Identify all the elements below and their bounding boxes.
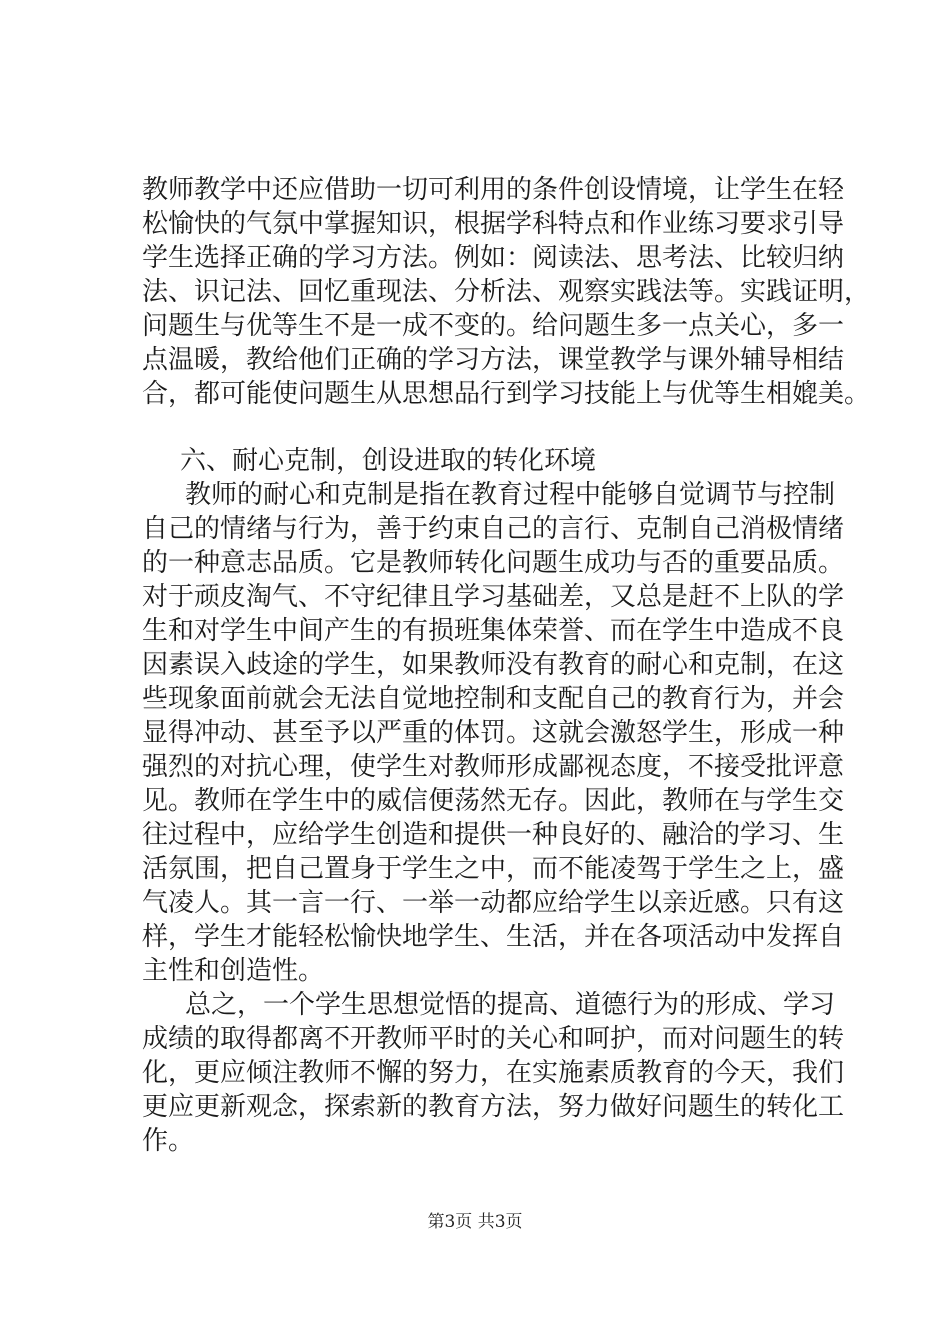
paragraph-line: 教师的耐心和克制是指在教育过程中能够自觉调节与控制 <box>185 480 836 510</box>
section-heading: 六、耐心克制，创设进取的转化环境 <box>180 446 597 476</box>
paragraph-line: 主性和创造性。 <box>142 956 325 986</box>
paragraph-line: 些现象面前就会无法自觉地控制和支配自己的教育行为，并会 <box>142 684 845 714</box>
paragraph-line: 松愉快的气氛中掌握知识，根据学科特点和作业练习要求引导 <box>142 209 845 239</box>
paragraph-line: 往过程中，应给学生创造和提供一种良好的、融洽的学习、生 <box>142 820 845 850</box>
paragraph-line: 总之，一个学生思想觉悟的提高、道德行为的形成、学习 <box>185 990 836 1020</box>
paragraph-line: 问题生与优等生不是一成不变的。给问题生多一点关心，多一 <box>142 311 845 341</box>
paragraph-line: 生和对学生中间产生的有损班集体荣誉、而在学生中造成不良 <box>142 616 845 646</box>
paragraph-line: 样，学生才能轻松愉快地学生、生活，并在各项活动中发挥自 <box>142 922 845 952</box>
paragraph-line: 化，更应倾注教师不懈的努力，在实施素质教育的今天，我们 <box>142 1058 845 1088</box>
paragraph-line: 更应更新观念，探索新的教育方法，努力做好问题生的转化工 <box>142 1092 845 1122</box>
page-footer: 第3页 共3页 <box>427 1212 523 1232</box>
paragraph-line: 见。教师在学生中的威信便荡然无存。因此，教师在与学生交 <box>142 786 845 816</box>
paragraph-line: 显得冲动、甚至予以严重的体罚。这就会激怒学生，形成一种 <box>142 718 845 748</box>
paragraph-line: 成绩的取得都离不开教师平时的关心和呵护，而对问题生的转 <box>142 1024 845 1054</box>
paragraph-line: 的一种意志品质。它是教师转化问题生成功与否的重要品质。 <box>142 548 845 578</box>
paragraph-line: 教师教学中还应借助一切可利用的条件创设情境，让学生在轻 <box>142 175 845 205</box>
paragraph-line: 作。 <box>142 1126 195 1156</box>
paragraph-line: 法、识记法、回忆重现法、分析法、观察实践法等。实践证明， <box>142 277 871 307</box>
paragraph-line: 合，都可能使问题生从思想品行到学习技能上与优等生相媲美。 <box>142 379 871 409</box>
paragraph-line: 强烈的对抗心理，使学生对教师形成鄙视态度，不接受批评意 <box>142 752 845 782</box>
paragraph-line: 对于顽皮淘气、不守纪律且学习基础差，又总是赶不上队的学 <box>142 582 845 612</box>
paragraph-line: 点温暖，教给他们正确的学习方法，课堂教学与课外辅导相结 <box>142 345 845 375</box>
paragraph-line: 因素误入歧途的学生，如果教师没有教育的耐心和克制，在这 <box>142 650 845 680</box>
paragraph-line: 活氛围，把自己置身于学生之中，而不能凌驾于学生之上，盛 <box>142 854 845 884</box>
paragraph-line: 学生选择正确的学习方法。例如：阅读法、思考法、比较归纳 <box>142 243 845 273</box>
paragraph-line: 气凌人。其一言一行、一举一动都应给学生以亲近感。只有这 <box>142 888 845 918</box>
paragraph-line: 自己的情绪与行为，善于约束自己的言行、克制自己消极情绪 <box>142 514 845 544</box>
